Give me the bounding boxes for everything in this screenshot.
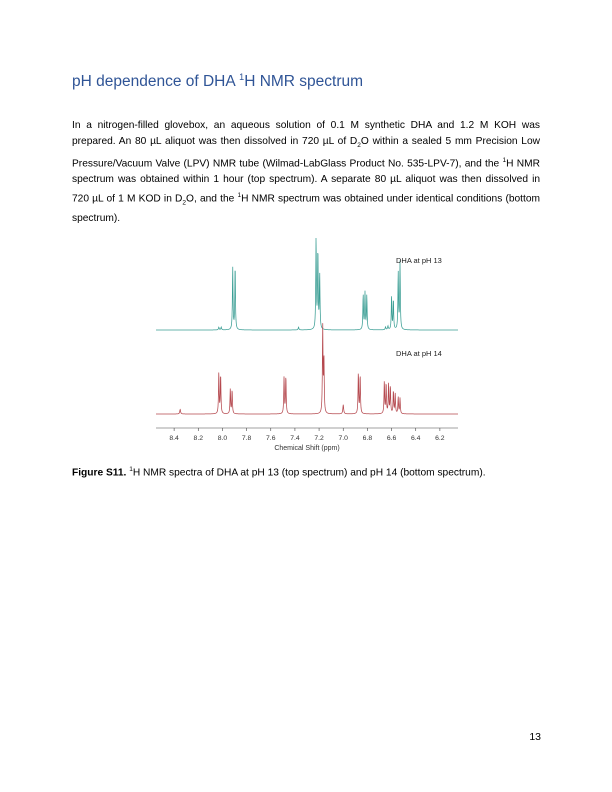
x-tick-label: 8.0 xyxy=(217,435,228,442)
x-tick-label: 8.4 xyxy=(169,435,179,442)
figure-caption: Figure S11. $^1$H NMR spectra of DHA at pH 13 (top spectrum) and pH 14 (bottom spectrum). xyxy=(72,466,486,479)
x-tick-label: 7.2 xyxy=(314,435,324,442)
x-tick-label: 6.2 xyxy=(435,435,445,442)
figure-label: Figure S11. xyxy=(72,467,127,479)
x-tick-label: 6.8 xyxy=(362,435,373,442)
x-tick-label: 7.8 xyxy=(241,435,252,442)
nmr-spectrum-figure xyxy=(150,236,462,458)
x-tick-label: 7.4 xyxy=(290,435,300,442)
spectrum-trace-ph13 xyxy=(156,238,458,330)
x-tick-label: 6.6 xyxy=(386,435,397,442)
x-axis-ticks xyxy=(169,428,444,442)
section-heading: pH dependence of DHA $^1$H NMR spectrum xyxy=(72,72,364,91)
x-tick-label: 7.6 xyxy=(266,435,276,442)
page-number: 13 xyxy=(529,731,541,743)
x-axis-label: Chemical Shift (ppm) xyxy=(274,445,340,452)
body-paragraph: In a nitrogen-filled glovebox, an aqueous solution of 0.1 M synthetic DHA and 1.2 M KOH was prepared. An 80 µL aliquot was then dissolved in 720 µL of $D_2O$ within a sealed 5 mm Precision Low Pressure/Vacuum Valve (LPV) NMR tube (Wilmad-LabGlass Product No. 535-LPV-7), and the $^1$H NMR spectrum was obtained within 1 hour (top spectrum). A separate 80 µL aliquot was then dissolved in 720 µL of 1 M KOD in $D_2O$, and the $^1$H NMR spectrum was obtained under identical conditions (bottom spectrum). xyxy=(72,120,540,224)
spectrum-trace-ph14 xyxy=(156,323,458,414)
legend-ph14: DHA at pH 14 xyxy=(396,349,442,358)
x-tick-label: 6.4 xyxy=(410,435,421,442)
x-tick-label: 7.0 xyxy=(338,435,348,442)
legend-ph13: DHA at pH 13 xyxy=(396,256,442,265)
x-tick-label: 8.2 xyxy=(193,435,204,442)
